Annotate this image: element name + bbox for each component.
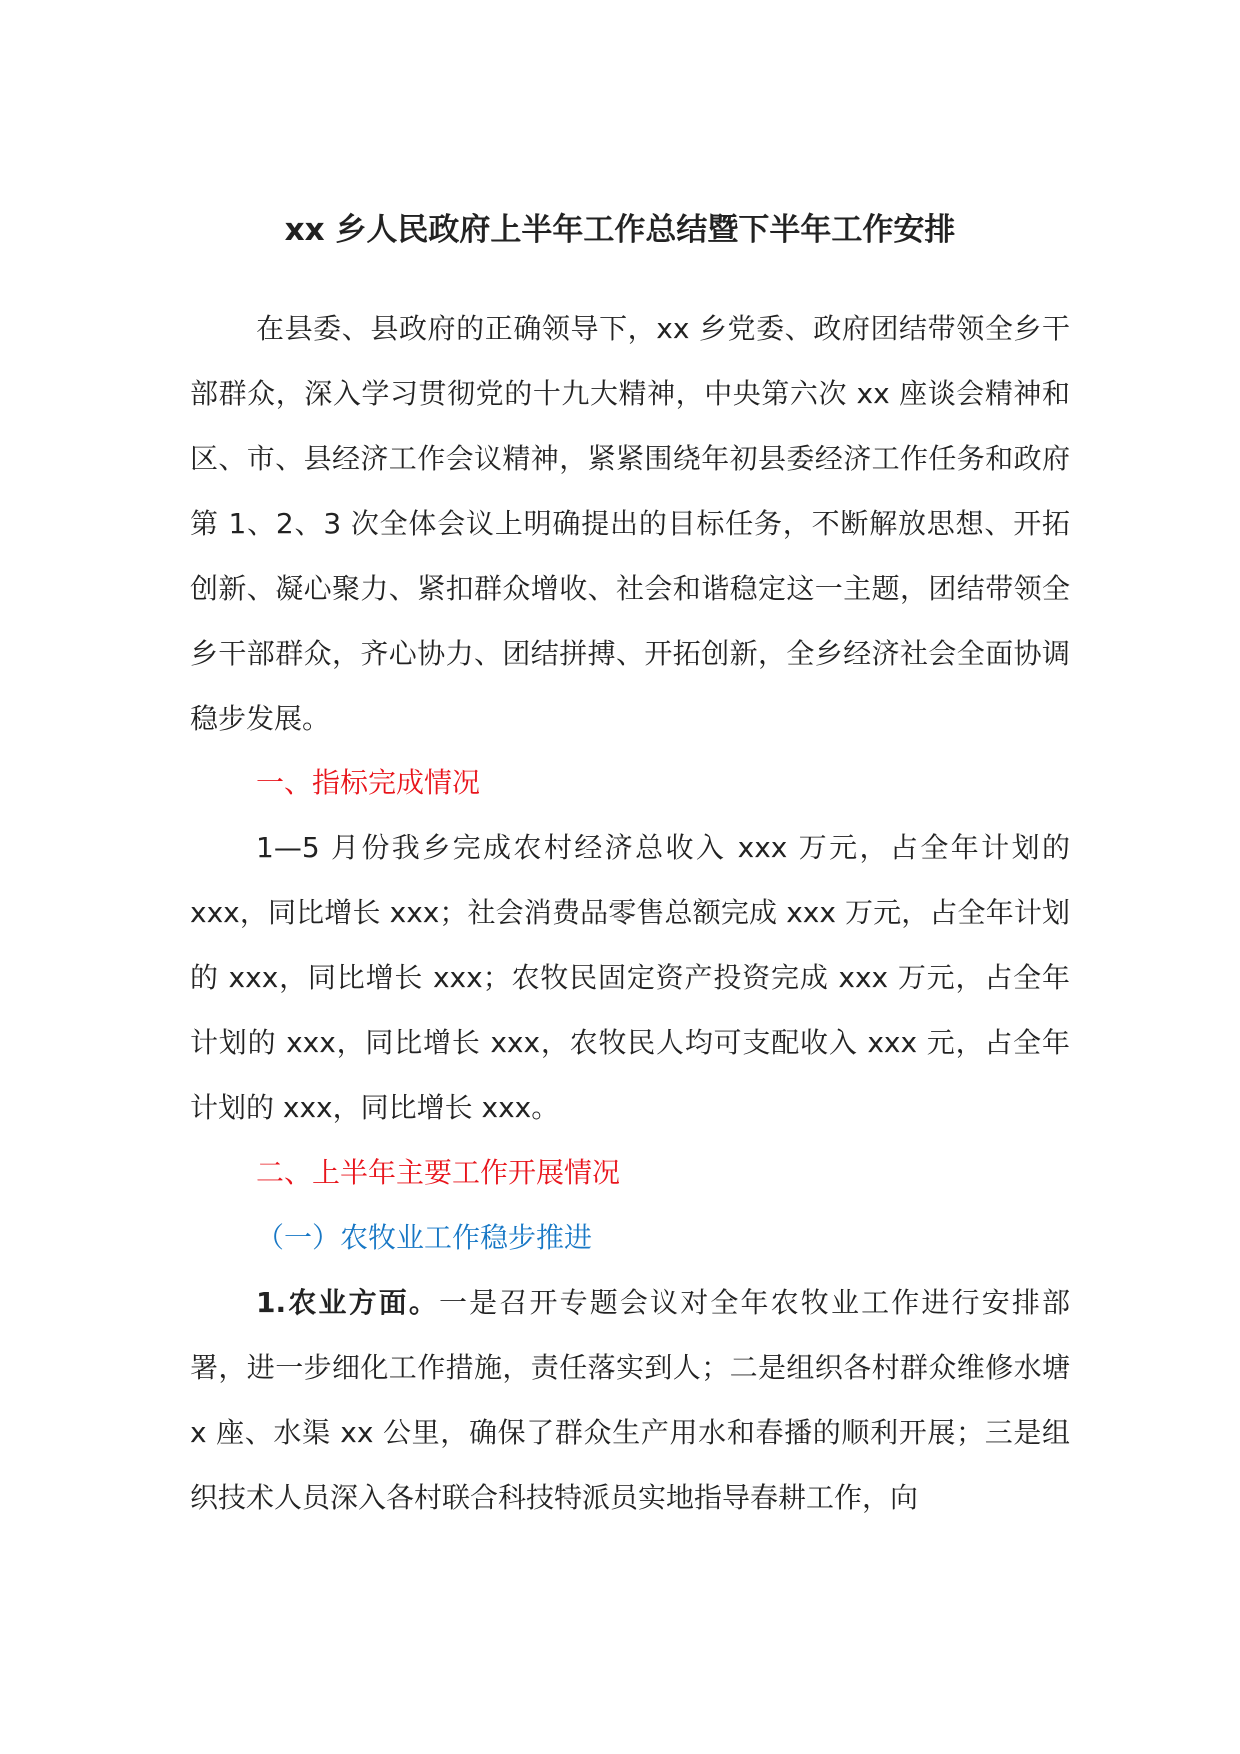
indicators-paragraph: 1—5 月份我乡完成农村经济总收入 xxx 万元，占全年计划的 xxx，同比增长 xxx；社会消费品零售总额完成 xxx 万元，占全年计划的 xxx，同比增长 xxx；农牧民固定资产投资完成 xxx 万元，占全年计划的 xxx，同比增长 xxx，农牧民人均可支配收入 xxx 元，占全年计划的 xxx，同比增长 xxx。 <box>190 831 1070 1124</box>
document-title: xx 乡人民政府上半年工作总结暨下半年工作安排 <box>284 212 956 248</box>
agriculture-text: 一是召开专题会议对全年农牧业工作进行安排部署，进一步细化工作措施，责任落实到人；二是组织各村群众维修水塘 x 座、水渠 xx 公里，确保了群众生产用水和春播的顺利开展；三是组织技术人员深入各村联合科技特派员实地指导春耕工作，向 <box>190 1286 1070 1514</box>
agriculture-paragraph <box>190 1270 1070 1530</box>
subsection-heading-agriculture: （一）农牧业工作稳步推进 <box>256 1221 593 1254</box>
section-heading-main-work: 二、上半年主要工作开展情况 <box>256 1156 621 1189</box>
intro-paragraph: 在县委、县政府的正确领导下，xx 乡党委、政府团结带领全乡干部群众，深入学习贯彻党的十九大精神，中央第六次 xx 座谈会精神和区、市、县经济工作会议精神，紧紧围绕年初县委经济工作任务和政府第 1、2、3 次全体会议上明确提出的目标任务，不断解放思想、开拓创新、凝心聚力、紧扣群众增收、社会和谐稳定这一主题，团结带领全乡干部群众，齐心协力、团结拼搏、开拓创新，全乡经济社会全面协调稳步发展。 <box>190 312 1070 735</box>
agriculture-lead: 1.农业方面。 <box>256 1286 440 1319</box>
section-heading-indicators: 一、指标完成情况 <box>256 766 481 799</box>
